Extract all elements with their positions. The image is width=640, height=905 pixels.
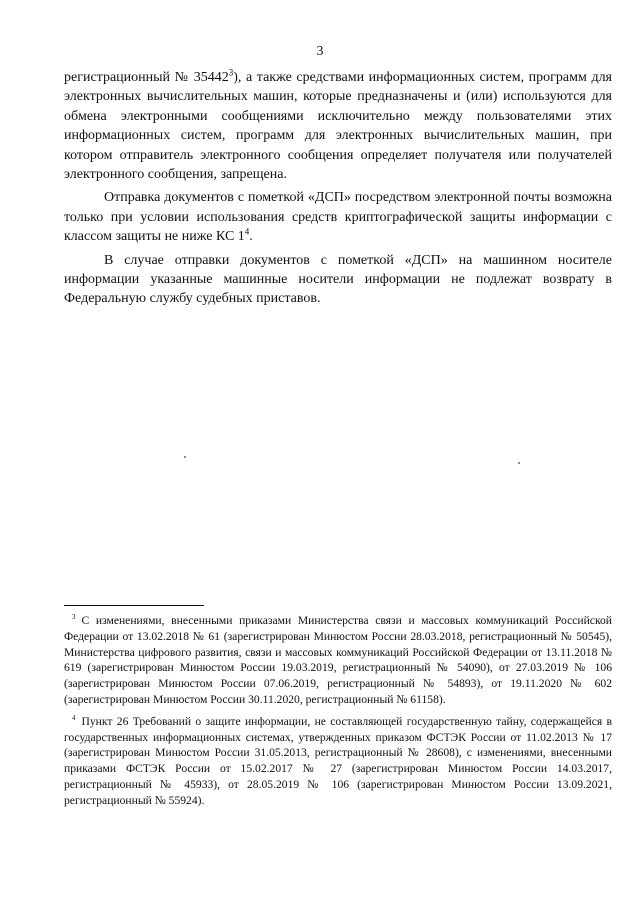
scan-speck bbox=[518, 462, 520, 464]
paragraph-3: В случае отправки документов с пометкой «ДСП» на машинном носителе информации указанные машинные носители информации не подлежат возврату в Федеральную службу судебных приставов. bbox=[64, 252, 612, 307]
page-number: 3 bbox=[316, 44, 324, 59]
footnote-3 bbox=[64, 613, 612, 708]
footnote-text: Пункт 26 Требований о защите информации, не составляющей государственную тайну, содержащейся в государственных информационных системах, утвержденных приказом ФСТЭК России от 11.02.2013 № 17 (зарегистрирован Минюстом России 31.05.2013, регистрационный № 28608), с изменениями, внесенными приказами ФСТЭК России от 15.02.2017 № 27 (зарегистрирован Минюстом России 14.03.2017, регистрационный № 45933), от 28.05.2019 № 106 (зарегистрирован Минюстом России 13.09.2021, регистрационный № 55924). bbox=[64, 714, 612, 807]
footnote-ref-4: 4 bbox=[244, 226, 250, 237]
footnotes bbox=[64, 613, 612, 809]
paragraph-2-end: . bbox=[249, 229, 253, 245]
paragraph-2 bbox=[64, 188, 612, 246]
paragraph-2-text: Отправка документов с пометкой «ДСП» посредством электронной почты возможна только при условии использования средств криптографической защиты информации с классом защиты не ниже КС 1 bbox=[64, 190, 612, 245]
footnote-separator bbox=[64, 605, 204, 606]
main-text bbox=[64, 68, 612, 309]
footnote-text: С изменениями, внесенными приказами Министерства связи и массовых коммуникаций Российской Федерации от 13.02.2018 № 61 (зарегистрирован Минюстом России 28.03.2018, регистрационный № 50545), Министерства цифрового развития, связи и массовых коммуникаций Российской Федерации от 13.11.2018 № 619 (зарегистрирован Минюстом России 19.03.2019, регистрационный № 54090), от 27.03.2019 № 106 (зарегистрирован Минюстом России 07.06.2019, регистрационный № 54893), от 19.11.2020 № 602 (зарегистрирован Минюстом России 30.11.2020, регистрационный № 61158). bbox=[64, 614, 612, 706]
footnote-4 bbox=[64, 714, 612, 809]
footnote-mark: 4 bbox=[72, 713, 76, 722]
scan-speck bbox=[184, 456, 186, 458]
footnote-mark: 3 bbox=[72, 613, 76, 622]
paragraph-1-start: регистрационный № 35442 bbox=[64, 70, 229, 85]
footnote-ref-3: 3 bbox=[228, 67, 234, 78]
paragraph-1 bbox=[64, 68, 612, 184]
paragraph-1-rest: ), а также средствами информационных систем, программ для электронных вычислительных машин, которые предназначены и (или) используются для обмена электронными сообщениями исключительно между пользователями этих информационных систем, программ для электронных вычислительных машин, при котором отправитель электронного сообщения определяет получателя или получателей электронного сообщения, запрещена. bbox=[64, 70, 612, 183]
